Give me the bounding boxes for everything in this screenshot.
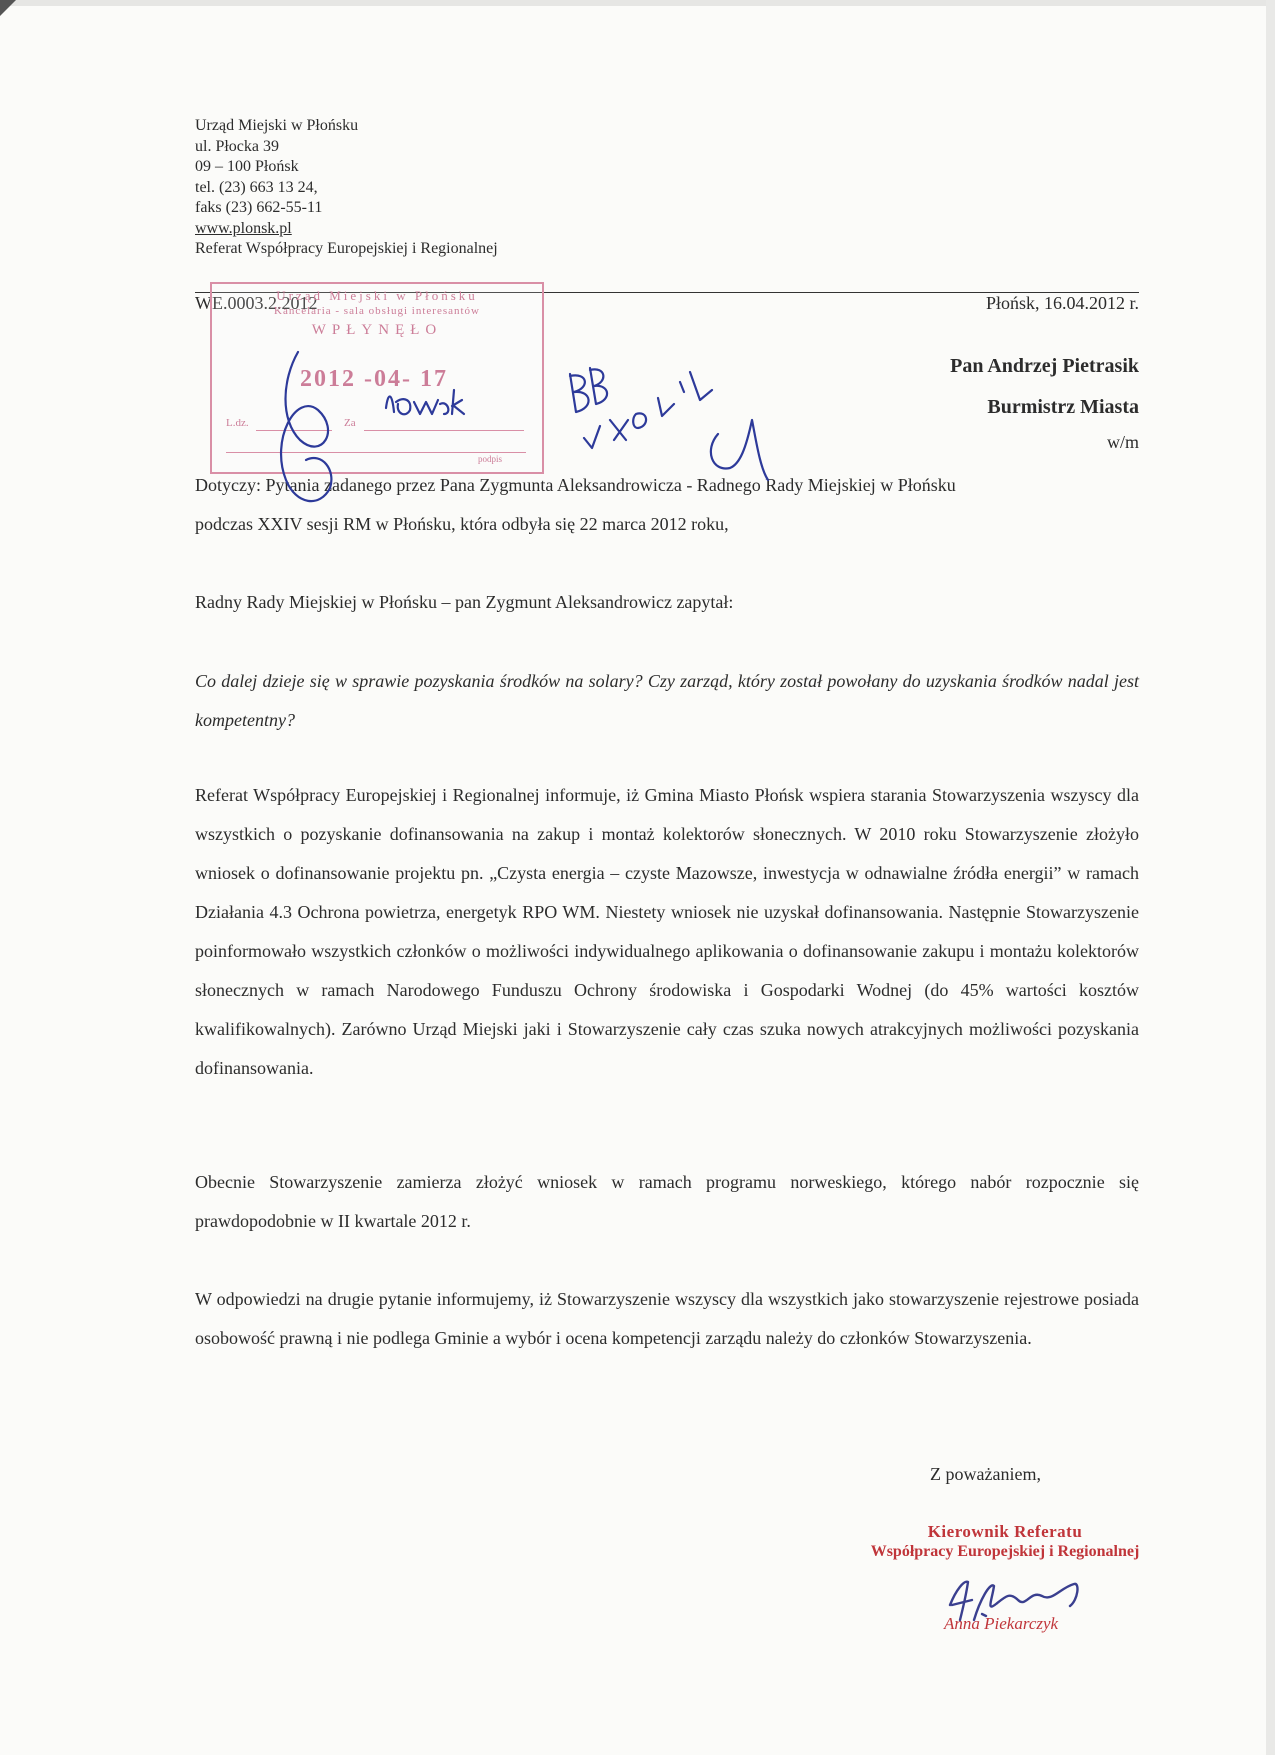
stamp-za-label: Za [344,417,356,429]
handwritten-bb [570,368,607,412]
subject-line: podczas XXIV sesji RM w Płońsku, która odbyła się 22 marca 2012 roku, [195,514,729,534]
letterhead-department: Referat Współpracy Europejskiej i Regionalnej [195,240,498,257]
handwritten-loop-signature [281,352,331,501]
letterhead-line: tel. (23) 663 13 24, [195,178,318,196]
stamp-chancellery: Kancelaria - sala obsługi interesantów [274,305,480,317]
handwritten-date-annotation [584,372,712,448]
website-link[interactable]: www.plonsk.pl [195,219,292,237]
stamp-podpis-label: podpis [478,454,503,464]
stamp-ldz-label: L.dz. [226,417,249,429]
handwritten-signature [950,1582,1077,1620]
intro-paragraph: Radny Rady Miejskiej w Płońsku – pan Zygmunt Aleksandrowicz zapytał: [195,592,734,612]
letterhead-line: ul. Płocka 39 [195,137,279,155]
letter-date: Płońsk, 16.04.2012 r. [985,293,1139,313]
body-paragraph: W odpowiedzi na drugie pytanie informujemy, iż Stowarzyszenie wszyscy dla wszystkich jako stowarzyszenie rejestrowe posiada osobowość prawną i nie podlega Gminie a wybór i ocena kompetencji zarządu należy do członków Stowarzyszenia. [195,1289,1139,1348]
signature-stamp-title: Kierownik Referatu [927,1522,1083,1541]
letterhead-line: 09 – 100 Płońsk [195,158,299,175]
body-paragraph: Referat Współpracy Europejskiej i Regionalnej informuje, iż Gmina Miasto Płońsk wspiera starania Stowarzyszenia wszyscy dla wszystkich o pozyskanie dofinansowania na zakup i montaż kolektorów słonecznych. W 2010 roku Stowarzyszenie złożyło wniosek o dofinansowanie projektu pn. „Czysta energia – czyste Mazowsze, inwestycja w odnawialne źródła energii” w ramach Działania 4.3 Ochrona powietrza, energetyk RPO WM. Niestety wniosek nie uzyskał dofinansowania. Następnie Stowarzyszenie poinformowało wszystkich członków o możliwości indywidualnego aplikowania o dofinansowanie zakupu i montażu kolektorów słonecznych w ramach Narodowego Funduszu Ochrony środowiska i Gospodarki Wodnej (do 45% wartości kosztów kwalifikowalnych). Zarówno Urząd Miejski jaki i Stowarzyszenie cały czas szuka nowych atrakcyjnych możliwości pozyskania dofinansowania. [195,785,1139,1078]
handwritten-bracket-mark [711,420,768,480]
signature-stamp-name: Anna Piekarczyk [944,1614,1059,1633]
handwritten-nowak [386,390,464,414]
letterhead-line: Urząd Miejski w Płońsku [195,117,359,134]
reference-number: WE.0003.2.2012 [195,293,318,313]
body-paragraph: Obecnie Stowarzyszenie zamierza złożyć wniosek w ramach programu norweskiego, którego nabór rozpocznie się prawdopodobnie w II kwartale 2012 r. [195,1172,1139,1231]
question-paragraph: Co dalej dzieje się w sprawie pozyskania środków na solary? Czy zarząd, który został powołany do uzyskania środków nadal jest kompetentny? [195,671,1139,730]
stamp-office: Urząd Miejski w Płońsku [276,288,478,303]
recipient-location: w/m [1106,432,1139,452]
stamp-received: WPŁYNĘŁO [311,322,443,338]
recipient-name: Pan Andrzej Pietrasik [950,355,1139,377]
signature-stamp-department: Współpracy Europejskiej i Regionalnej [870,1543,1140,1560]
stamp-date: 2012 -04- 17 [300,366,448,392]
letterhead-line: faks (23) 662-55-11 [195,199,323,216]
subject-line: Dotyczy: Pytania zadanego przez Pana Zygmunta Aleksandrowicza - Radnego Rady Miejskiej w Płońsku [195,475,956,495]
closing-salutation: Z poważaniem, [930,1464,1041,1484]
recipient-title: Burmistrz Miasta [987,396,1139,418]
